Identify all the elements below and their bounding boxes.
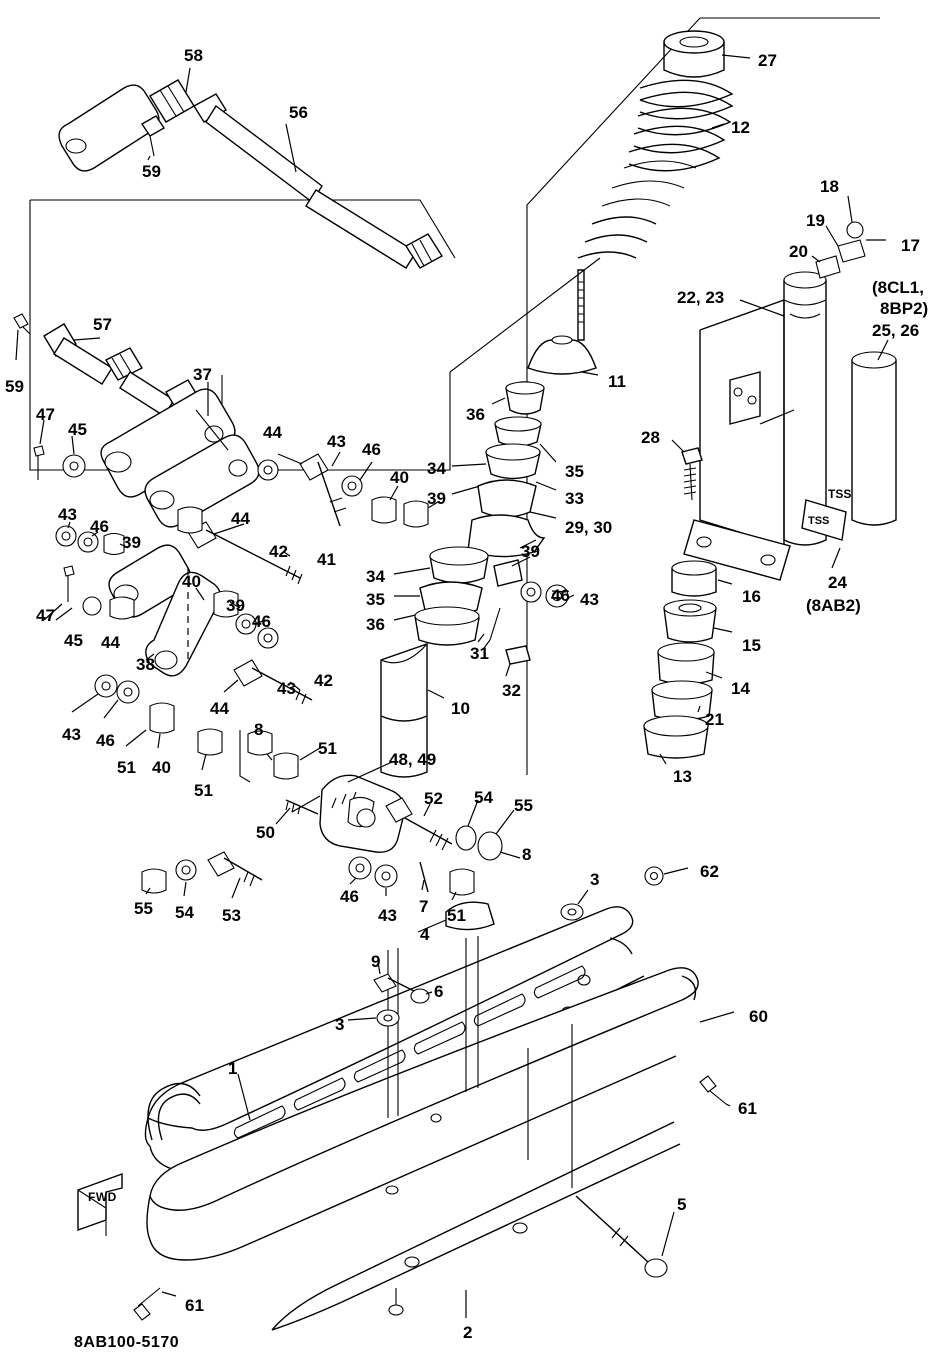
callout-5: 5 <box>677 1195 687 1214</box>
callout-8-a: 8 <box>254 720 264 739</box>
callout-35-a: 35 <box>565 462 584 481</box>
callout-41: 41 <box>317 550 336 569</box>
callout-21: 21 <box>705 710 724 729</box>
callout-46-f: 46 <box>340 887 359 906</box>
callout-53: 53 <box>222 906 241 925</box>
callout-34-a: 34 <box>427 459 446 478</box>
callout-19: 19 <box>806 211 825 230</box>
callout-46-e: 46 <box>96 731 115 750</box>
callout-11: 11 <box>608 372 626 391</box>
callout-39-b: 39 <box>122 533 141 552</box>
callout-40-c: 40 <box>152 758 171 777</box>
callout-28: 28 <box>641 428 660 447</box>
part-48-49-spindle <box>240 730 520 900</box>
callout-51-a: 51 <box>318 739 337 758</box>
callout-45-lower: 45 <box>64 631 83 650</box>
callout-57: 57 <box>93 315 112 334</box>
callout-46-c: 46 <box>551 586 570 605</box>
callout-16: 16 <box>742 587 761 606</box>
callout-45-upper: 45 <box>68 420 87 439</box>
callout-1: 1 <box>228 1059 238 1078</box>
callout-36-lower: 36 <box>366 615 385 634</box>
callout-36-upper: 36 <box>466 405 485 424</box>
callout-56: 56 <box>289 103 308 122</box>
callout-59-lower: 59 <box>5 377 24 396</box>
callout-10: 10 <box>451 699 470 718</box>
callout-38: 38 <box>136 655 155 674</box>
callout-model-8bp2: 8BP2) <box>880 299 929 318</box>
callout-59-upper: 59 <box>142 162 161 181</box>
callout-18: 18 <box>820 177 839 196</box>
callout-12: 12 <box>731 118 750 137</box>
callout-35-b: 35 <box>366 590 385 609</box>
callout-39-d: 39 <box>226 596 245 615</box>
callout-60: 60 <box>749 1007 768 1026</box>
callout-39-c: 39 <box>521 542 540 561</box>
callout-39-a: 39 <box>427 489 446 508</box>
parts-13-16-bushings <box>644 561 732 764</box>
callout-52: 52 <box>424 789 443 808</box>
callout-61-b: 61 <box>185 1296 204 1315</box>
callout-47-lower: 47 <box>36 606 55 625</box>
callout-43-f: 43 <box>378 906 397 925</box>
callout-31: 31 <box>470 644 489 663</box>
callout-44-d: 44 <box>210 699 229 718</box>
callout-model-8cl1: (8CL1, <box>872 278 924 297</box>
callout-14: 14 <box>731 679 750 698</box>
callout-15: 15 <box>742 636 761 655</box>
callout-51-d: 51 <box>447 906 466 925</box>
callout-22-23: 22, 23 <box>677 288 725 307</box>
callout-43-b: 43 <box>58 505 77 524</box>
callout-61-a: 61 <box>738 1099 757 1118</box>
callout-42-a: 42 <box>269 542 288 561</box>
part-27-cap <box>664 31 750 77</box>
part-12-spring <box>578 80 732 258</box>
callout-48-49: 48, 49 <box>389 750 437 769</box>
callout-62: 62 <box>700 862 719 881</box>
callout-44-a: 44 <box>263 423 282 442</box>
callout-54-a: 54 <box>474 788 493 807</box>
callout-model-8ab2: (8AB2) <box>806 596 861 615</box>
callout-32: 32 <box>502 681 521 700</box>
part-56-58-linkrod <box>59 68 442 268</box>
callout-50: 50 <box>256 823 275 842</box>
callout-9: 9 <box>371 952 381 971</box>
callout-3-a: 3 <box>590 870 600 889</box>
bolts-53-55 <box>142 852 262 898</box>
callout-25-26: 25, 26 <box>872 321 920 340</box>
svg-text:TSS: TSS <box>808 515 830 527</box>
fwd-arrow <box>78 1174 122 1236</box>
small-parts-right-of-stack <box>478 557 574 676</box>
part-37-upper-arm <box>101 382 259 527</box>
part-5-bolt <box>576 1196 674 1277</box>
fwd-marker-label: FWD <box>88 1190 117 1204</box>
callout-55-b: 55 <box>134 899 153 918</box>
callout-20: 20 <box>789 242 808 261</box>
callout-46-b: 46 <box>90 517 109 536</box>
svg-text:TSS: TSS <box>828 487 852 501</box>
callout-43-a: 43 <box>327 432 346 451</box>
callout-47-upper: 47 <box>36 405 55 424</box>
callout-24: 24 <box>828 573 847 592</box>
callout-46-a: 46 <box>362 440 381 459</box>
callout-29-30: 29, 30 <box>565 518 613 537</box>
callout-7: 7 <box>419 897 429 916</box>
callout-46-d: 46 <box>252 612 271 631</box>
callout-43-e: 43 <box>62 725 81 744</box>
part-22-23-fork-tube <box>684 272 826 580</box>
callout-44-b: 44 <box>231 509 250 528</box>
callout-34-b: 34 <box>366 567 385 586</box>
callout-33: 33 <box>565 489 584 508</box>
callout-51-c: 51 <box>194 781 213 800</box>
diagram-code: 8AB100-5170 <box>74 1334 180 1351</box>
callout-17: 17 <box>901 236 920 255</box>
callout-54-b: 54 <box>175 903 194 922</box>
callout-43-d: 43 <box>277 679 296 698</box>
callout-8-b: 8 <box>522 845 532 864</box>
part-28-bolt <box>672 440 702 500</box>
callout-4: 4 <box>420 925 430 944</box>
callout-27: 27 <box>758 51 777 70</box>
callout-37: 37 <box>193 365 212 384</box>
callout-44-c: 44 <box>101 633 120 652</box>
callout-42-b: 42 <box>314 671 333 690</box>
callout-51-b: 51 <box>117 758 136 777</box>
callout-55-a: 55 <box>514 796 533 815</box>
callout-2: 2 <box>463 1323 473 1342</box>
callout-43-c: 43 <box>580 590 599 609</box>
callout-40-a: 40 <box>390 468 409 487</box>
part-2-lower-ski <box>272 1122 680 1330</box>
callout-3-b: 3 <box>335 1015 345 1034</box>
callout-58: 58 <box>184 46 203 65</box>
callout-13: 13 <box>673 767 692 786</box>
callout-40-b: 40 <box>182 572 201 591</box>
callout-6: 6 <box>434 982 444 1001</box>
parts-17-20 <box>812 196 886 278</box>
